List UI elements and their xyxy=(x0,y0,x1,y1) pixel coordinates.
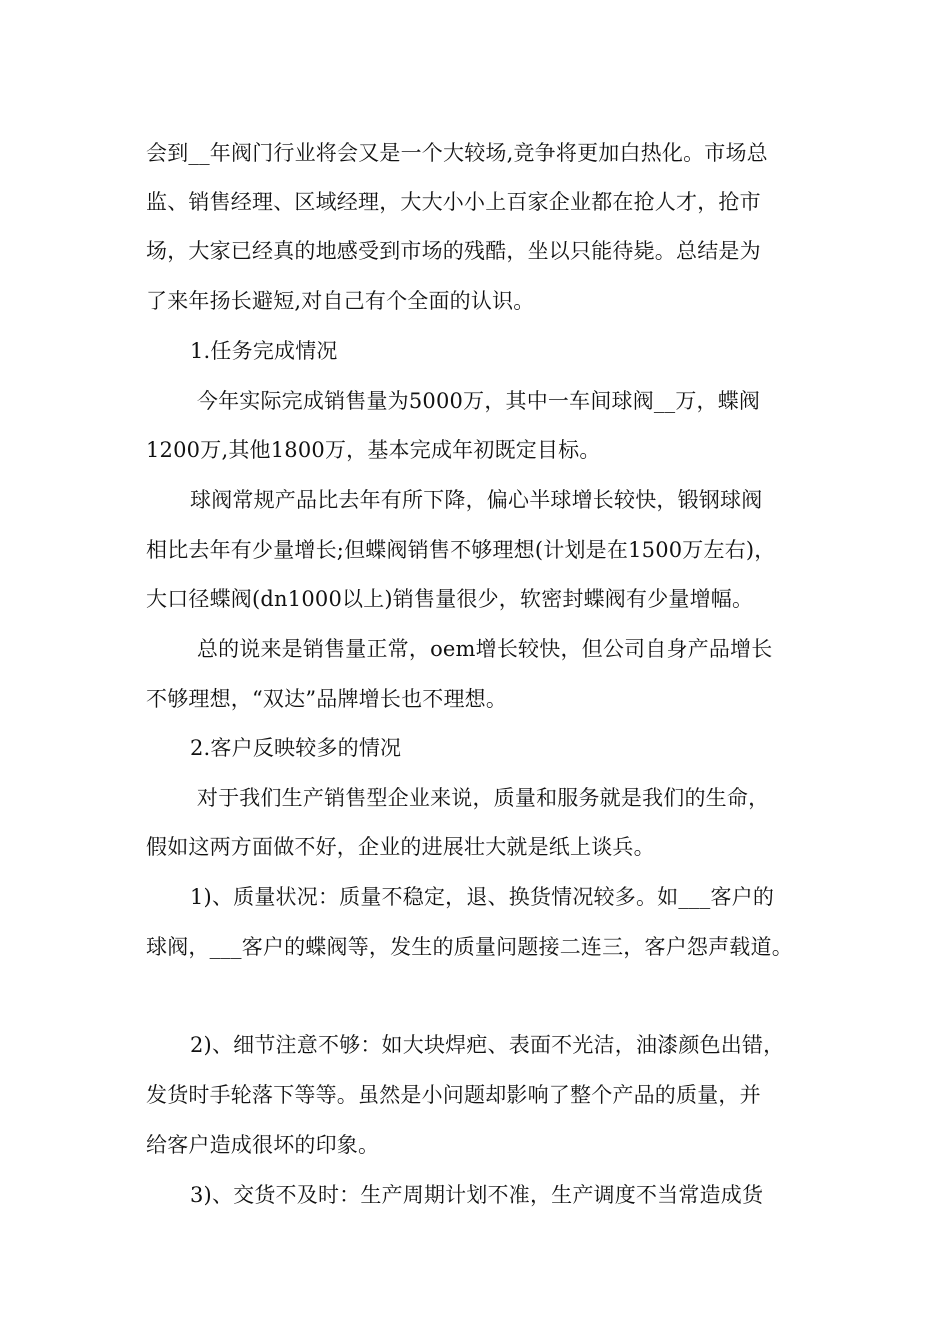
paragraph-line: 3)、交货不及时：生产周期计划不准，生产调度不当常造成货 xyxy=(190,1183,764,1207)
paragraph-line: 场，大家已经真的地感受到市场的残酷，坐以只能待毙。总结是为 xyxy=(146,239,761,263)
section-heading: 2.客户反映较多的情况 xyxy=(190,736,402,760)
paragraph-line: 总的说来是销售量正常，oem增长较快，但公司自身产品增长 xyxy=(190,637,773,661)
paragraph-line: 假如这两方面做不好，企业的进展壮大就是纸上谈兵。 xyxy=(146,835,655,859)
paragraph-line: 球阀，___客户的蝶阀等，发生的质量问题接二连三，客户怨声载道。 xyxy=(146,935,793,959)
paragraph-line: 今年实际完成销售量为5000万，其中一车间球阀__万，蝶阀 xyxy=(190,389,761,413)
paragraph-line: 相比去年有少量增长;但蝶阀销售不够理想(计划是在1500万左右)， xyxy=(146,538,776,562)
section-heading: 1.任务完成情况 xyxy=(190,339,338,363)
paragraph-line: 给客户造成很坏的印象。 xyxy=(146,1133,380,1157)
paragraph-line: 1200万,其他1800万，基本完成年初既定目标。 xyxy=(146,438,601,462)
paragraph-line: 监、销售经理、区域经理，大大小小上百家企业都在抢人才，抢市 xyxy=(146,190,761,214)
paragraph-line: 了来年扬长避短,对自己有个全面的认识。 xyxy=(146,289,535,313)
paragraph-line: 2)、细节注意不够：如大块焊疤、表面不光洁，油漆颜色出错， xyxy=(190,1033,785,1057)
paragraph-line: 大口径蝶阀(dn1000以上)销售量很少，软密封蝶阀有少量增幅。 xyxy=(146,587,754,611)
paragraph-line: 会到__年阀门行业将会又是一个大较场,竞争将更加白热化。市场总 xyxy=(146,141,768,165)
paragraph-line: 发货时手轮落下等等。虽然是小问题却影响了整个产品的质量，并 xyxy=(146,1083,761,1107)
paragraph-line: 球阀常规产品比去年有所下降，偏心半球增长较快，锻钢球阀 xyxy=(190,488,763,512)
paragraph-line: 不够理想，“双达”品牌增长也不理想。 xyxy=(146,687,508,711)
paragraph-line: 1)、质量状况：质量不稳定，退、换货情况较多。如___客户的 xyxy=(190,885,775,909)
paragraph-line: 对于我们生产销售型企业来说，质量和服务就是我们的生命， xyxy=(190,786,770,810)
